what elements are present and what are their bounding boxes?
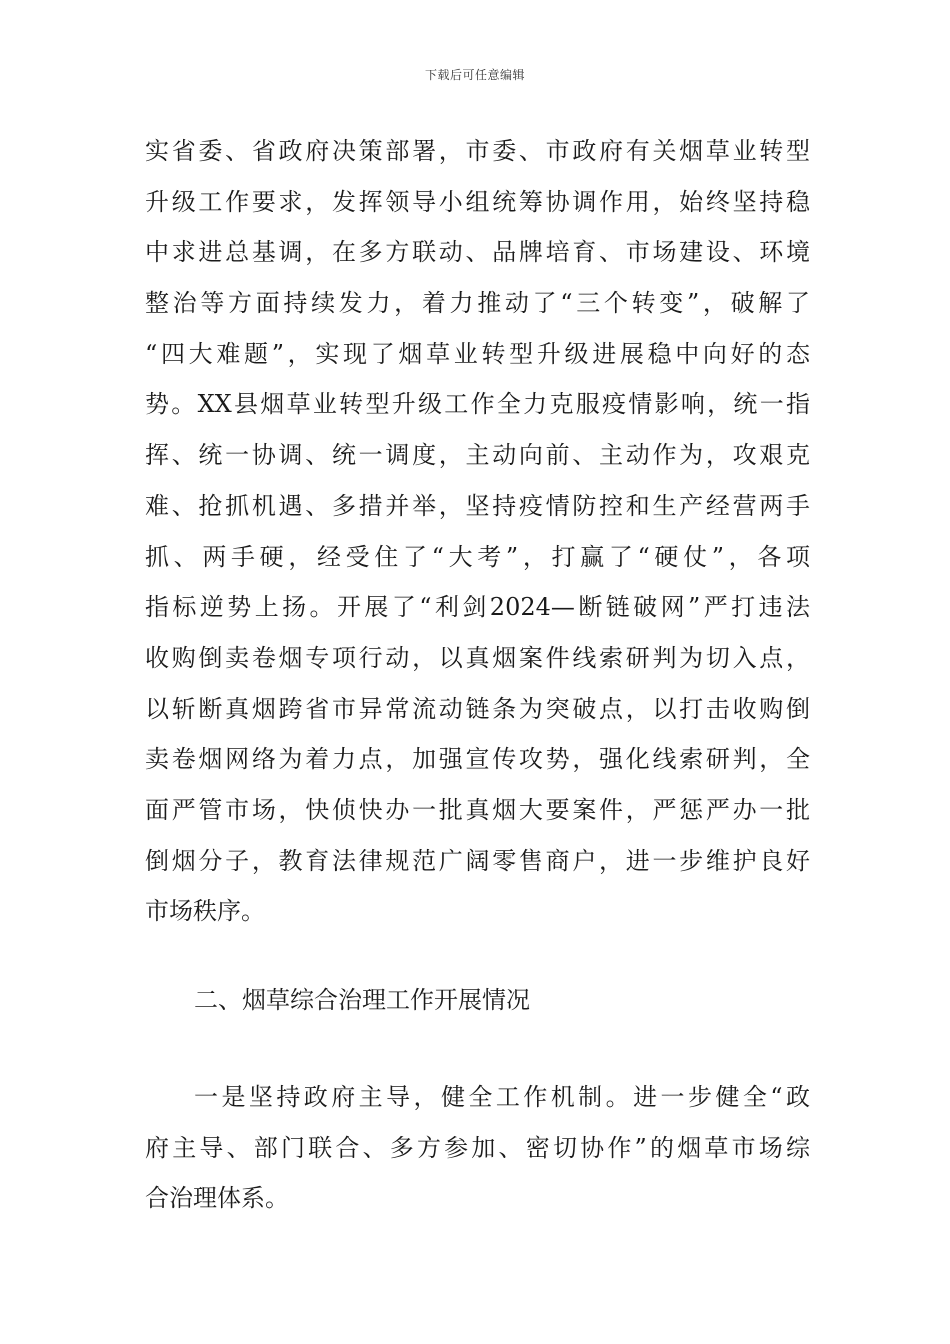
- paragraph-1-line: 卖卷烟网络为着力点，加强宣传攻势，强化线索研判，全: [145, 745, 810, 774]
- download-note: 下载后可任意编辑: [424, 68, 525, 82]
- paragraph-1-line: 面严管市场，快侦快办一批真烟大要案件，严惩严办一批: [145, 795, 810, 824]
- paragraph-1-line: 整治等方面持续发力，着力推动了“三个转变”，破解了: [145, 289, 810, 318]
- paragraph-1-line: 指标逆势上扬。开展了“利剑2024—断链破网”严打违法: [145, 593, 810, 622]
- paragraph-2-line: 合治理体系。: [145, 1184, 289, 1213]
- paragraph-2-line: 一是坚持政府主导，健全工作机制。进一步健全“政: [194, 1083, 810, 1111]
- paragraph-1-line: 市场秩序。: [145, 897, 265, 926]
- paragraph-1-line: 实省委、省政府决策部署，市委、市政府有关烟草业转型: [145, 137, 810, 165]
- paragraph-1-line: 收购倒卖卷烟专项行动，以真烟案件线索研判为切入点，: [145, 643, 810, 672]
- paragraph-2: [145, 1072, 810, 1224]
- paragraph-1: [145, 126, 810, 937]
- section-heading: 二、烟草综合治理工作开展情况: [194, 986, 530, 1014]
- paragraph-1-line: 势。XX县烟草业转型升级工作全力克服疫情影响，统一指: [145, 390, 810, 419]
- paragraph-1-line: 倒烟分子，教育法律规范广阔零售商户，进一步维护良好: [145, 846, 810, 875]
- paragraph-2-line: 府主导、部门联合、多方参加、密切协作”的烟草市场综: [145, 1133, 810, 1162]
- paragraph-1-line: 挥、统一协调、统一调度，主动向前、主动作为，攻艰克: [145, 441, 810, 470]
- paragraph-1-line: “四大难题”，实现了烟草业转型升级进展稳中向好的态: [145, 339, 810, 368]
- paragraph-1-line: 升级工作要求，发挥领导小组统筹协调作用，始终坚持稳: [145, 187, 810, 216]
- paragraph-1-line: 中求进总基调，在多方联动、品牌培育、市场建设、环境: [145, 238, 810, 267]
- paragraph-1-line: 以斩断真烟跨省市异常流动链条为突破点，以打击收购倒: [145, 694, 810, 723]
- paragraph-1-line: 抓、两手硬，经受住了“大考”，打赢了“硬仗”，各项: [145, 542, 810, 571]
- paragraph-1-line: 难、抢抓机遇、多措并举，坚持疫情防控和生产经营两手: [145, 491, 810, 520]
